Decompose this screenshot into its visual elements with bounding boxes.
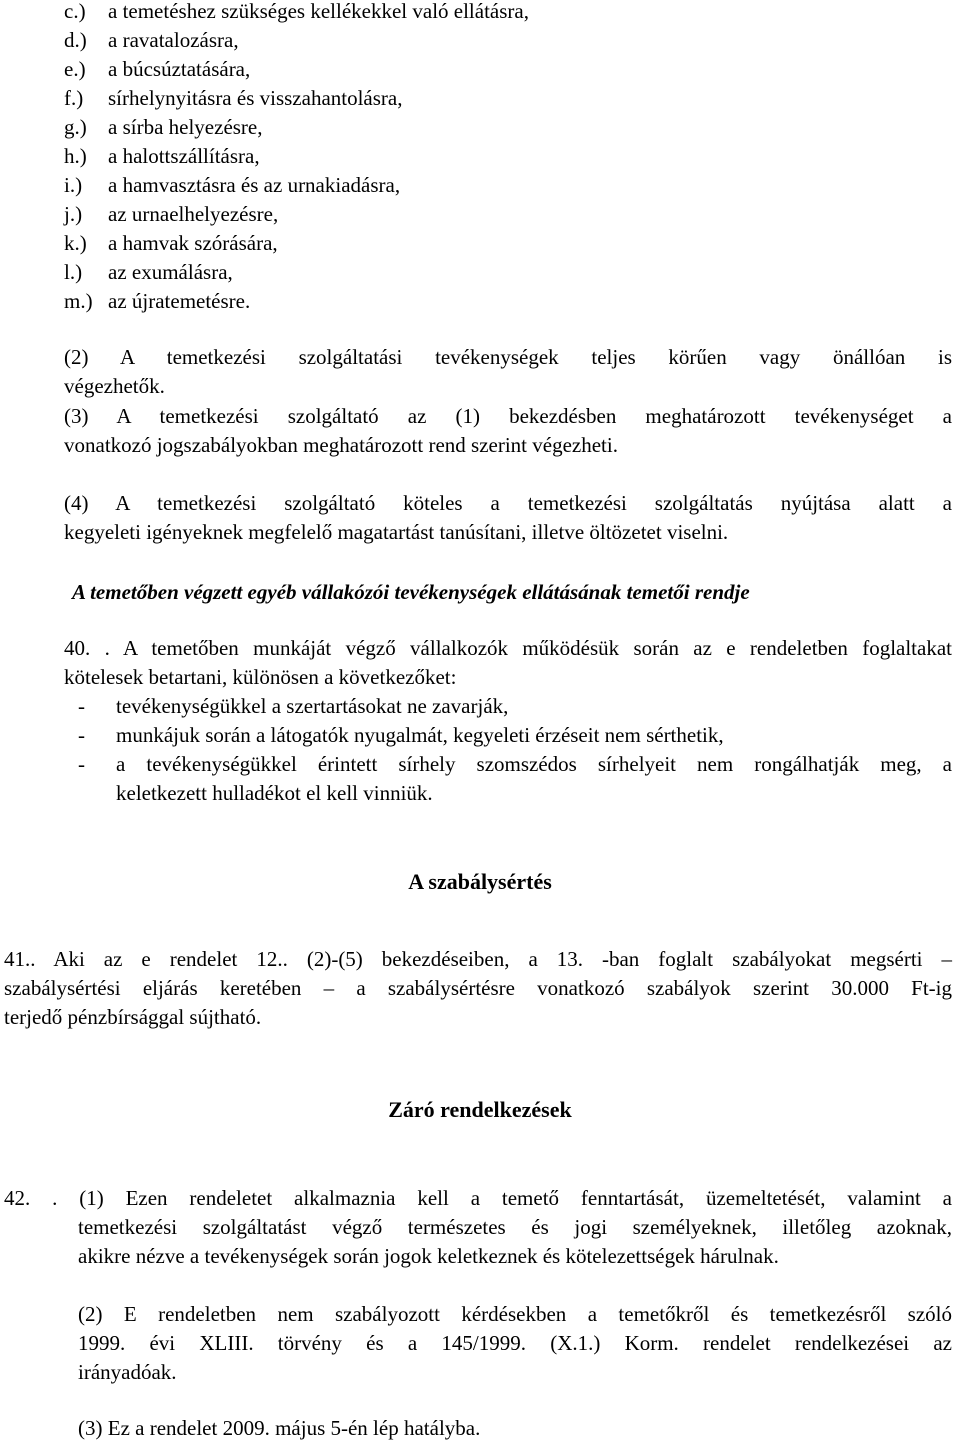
section-42-2-line1: (2) E rendeletben nem szabályozott kérdésekben a temetőkről és temetkezésről szóló	[78, 1302, 952, 1326]
section-heading-final: Záró rendelkezések	[388, 1097, 572, 1122]
section-41-line2: szabálysértési eljárás keretében – a szabálysértésre vonatkozó szabályok szerint 30.000 Ft-ig	[4, 976, 952, 1000]
list-item: - munkájuk során a látogatók nyugalmát, kegyeleti érzéseit nem sérthetik,	[78, 723, 724, 747]
section-40-line2: kötelesek betartani, különösen a következőket:	[64, 665, 457, 689]
section-40-line1: 40. . A temetőben munkáját végző vállalkozók működésük során az e rendeletben foglaltakat	[64, 636, 952, 660]
list-item: - a tevékenységükkel érintett sírhely szomszédos sírhelyeit nem rongálhatják meg, a	[78, 752, 952, 776]
paragraph-3-line1: (3) A temetkezési szolgáltató az (1) bekezdésben meghatározott tevékenységet a	[64, 404, 952, 428]
section-42-1-line1: 42. . (1) Ezen rendeletet alkalmaznia kell a temető fenntartását, üzemeltetését, valamint a	[4, 1186, 952, 1210]
list-item: - tevékenységükkel a szertartásokat ne zavarják,	[78, 694, 509, 718]
section-42-2-line2: 1999. évi XLIII. törvény és a 145/1999. (X.1.) Korm. rendelet rendelkezései az	[78, 1331, 952, 1355]
section-heading-offence: A szabálysértés	[408, 869, 552, 894]
section-41-line1: 41.. Aki az e rendelet 12.. (2)-(5) bekezdéseiben, a 13. -ban foglalt szabályokat megsérti –	[4, 947, 952, 971]
paragraph-3-line2: vonatkozó jogszabályokban meghatározott rend szerint végezheti.	[64, 433, 618, 457]
paragraph-4-line1: (4) A temetkezési szolgáltató köteles a temetkezési szolgáltatás nyújtása alatt a	[64, 491, 952, 515]
bullet-continuation: keletkezett hulladékot el kell vinniük.	[116, 781, 433, 805]
paragraph-2-line1: (2) A temetkezési szolgáltatási tevékenységek teljes körűen vagy önállóan is	[64, 345, 952, 369]
paragraph-2-line2: végezhetők.	[64, 374, 165, 398]
section-41-line3: terjedő pénzbírsággal sújtható.	[4, 1005, 262, 1029]
section-42-1-line2: temetkezési szolgáltatást végző természetes és jogi személyeknek, illetőleg azoknak,	[78, 1215, 952, 1239]
section-heading-cemetery: A temetőben végzett egyéb vállakózói tevékenységek ellátásának temetői rendje	[72, 580, 750, 604]
section-42-2-line3: irányadóak.	[78, 1360, 177, 1384]
section-42-3: (3) Ez a rendelet 2009. május 5-én lép hatályba.	[78, 1416, 481, 1440]
paragraph-4-line2: kegyeleti igényeknek megfelelő magatartást tanúsítani, illetve öltözetet viselni.	[64, 520, 729, 544]
section-42-1-line3: akikre nézve a tevékenységek során jogok keletkeznek és kötelezettségek hárulnak.	[78, 1244, 779, 1268]
